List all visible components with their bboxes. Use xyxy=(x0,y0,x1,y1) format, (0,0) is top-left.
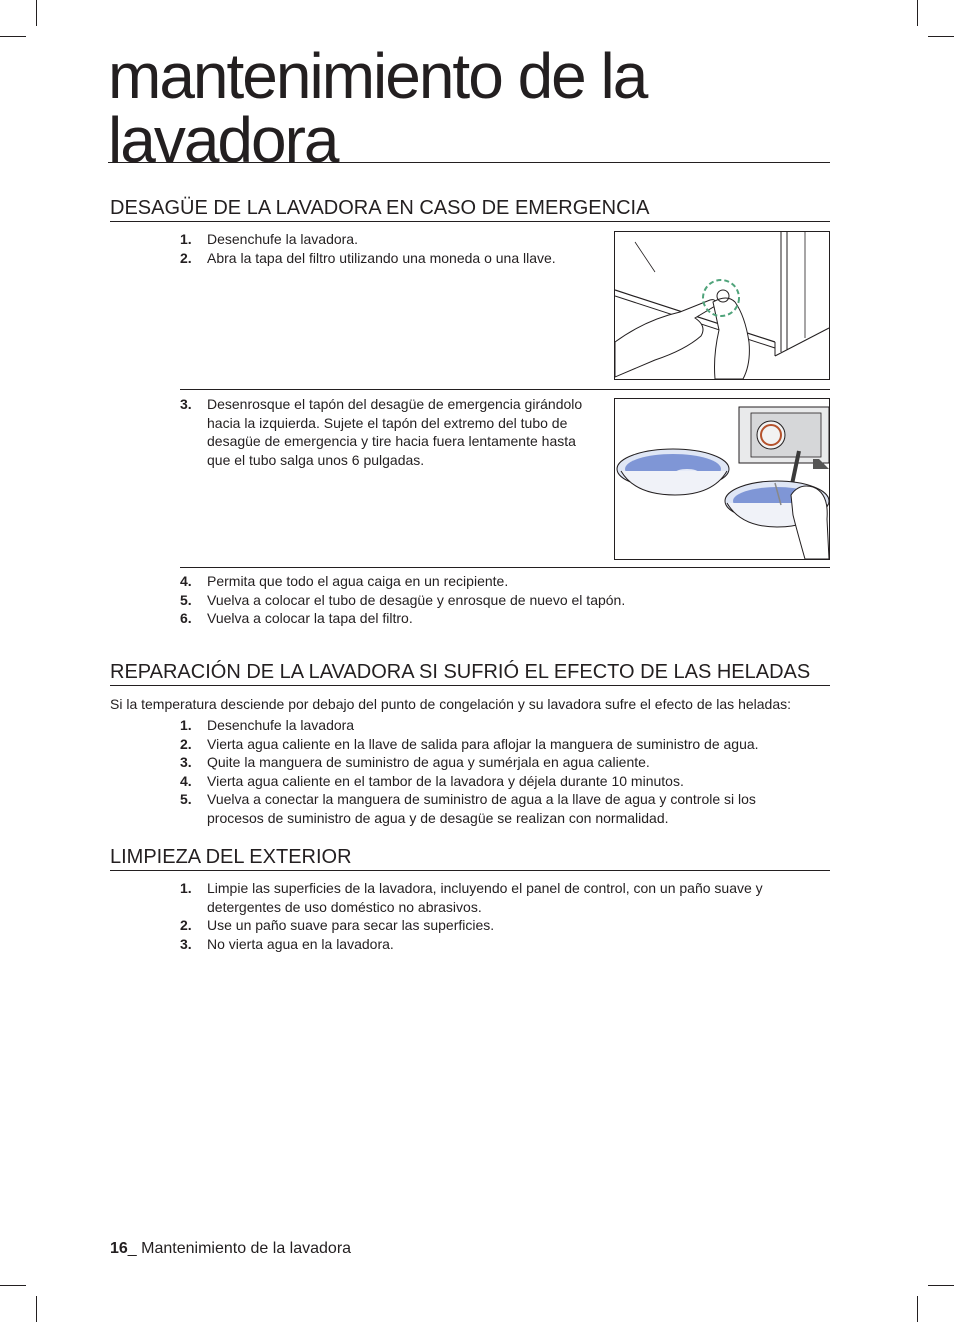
divider xyxy=(180,567,830,568)
list-item: 4. Permita que todo el agua caiga en un recipiente. xyxy=(180,573,509,589)
list-item: 5. Vuelva a conectar la manguera de suministro de agua a la llave de agua y controle si los procesos de suministro de agua y de desagüe se realizan con normalidad. xyxy=(180,791,756,826)
list-item: 2. Vierta agua caliente en la llave de salida para aflojar la manguera de suministro de agua. xyxy=(180,735,759,752)
list-item: 3. No vierta agua en la lavadora. xyxy=(180,935,394,952)
list-item: 1. Limpie las superficies de la lavadora, incluyendo el panel de control, con un paño suave y detergentes de uso doméstico no abrasivos. xyxy=(180,880,763,915)
list-item: 5. Vuelva a colocar el tubo de desagüe y enrosque de nuevo el tapón. xyxy=(180,591,626,608)
section-heading-exterior-cleaning: LIMPIEZA DEL EXTERIOR xyxy=(110,845,830,871)
steps-list-emergency-3 xyxy=(180,572,830,628)
list-item: 4. Vierta agua caliente en el tambor de la lavadora y déjela durante 10 minutos. xyxy=(180,772,684,789)
section-heading-emergency-drain: DESAGÜE DE LA LAVADORA EN CASO DE EMERGENCIA xyxy=(110,196,830,222)
crop-mark xyxy=(0,1285,26,1286)
steps-list-frost xyxy=(180,716,810,827)
list-item: 3. Quite la manguera de suministro de agua y sumérjala en agua caliente. xyxy=(180,754,650,770)
figure-open-filter-cover xyxy=(614,231,830,380)
divider xyxy=(180,389,830,390)
list-item: 6. Vuelva a colocar la tapa del filtro. xyxy=(180,610,413,626)
illustration-water-draining xyxy=(615,399,829,559)
page-title-text: mantenimiento de la lavadora xyxy=(108,40,647,176)
footer-text: _ Mantenimiento de la lavadora xyxy=(127,1240,352,1257)
crop-mark xyxy=(928,36,954,37)
crop-mark xyxy=(917,0,918,26)
illustration-hand-opening-filter xyxy=(615,232,829,379)
steps-list-emergency-2 xyxy=(180,395,590,469)
list-item: 1. Desenchufe la lavadora. xyxy=(180,231,358,247)
figure-drain-tube xyxy=(614,398,830,560)
crop-mark xyxy=(917,1296,918,1322)
list-item: 1. Desenchufe la lavadora xyxy=(180,717,355,733)
page-title xyxy=(108,40,830,176)
frost-intro-text: Si la temperatura desciende por debajo del punto de congelación y su lavadora sufre el efecto de las heladas: xyxy=(110,696,792,712)
crop-mark xyxy=(0,36,26,37)
list-item: 3. Desenrosque el tapón del desagüe de emergencia girándolo hacia la izquierda. Sujete el tapón del extremo del tubo de desagüe de emergencia y tire hacia fuera lentamente hasta que el tubo salga unos 6 pulgadas. xyxy=(180,396,583,468)
steps-list-exterior xyxy=(180,879,810,953)
section-heading-frost-repair: REPARACIÓN DE LA LAVADORA SI SUFRIÓ EL EFECTO DE LAS HELADAS xyxy=(110,660,830,686)
crop-mark xyxy=(36,0,37,26)
crop-mark xyxy=(928,1285,954,1286)
crop-mark xyxy=(36,1296,37,1322)
page-number: 16 xyxy=(110,1240,128,1257)
page-footer xyxy=(110,1240,351,1258)
list-item: 2. Abra la tapa del filtro utilizando una moneda o una llave. xyxy=(180,249,556,266)
steps-list-emergency-1 xyxy=(180,230,556,267)
list-item: 2. Use un paño suave para secar las superficies. xyxy=(180,917,495,933)
